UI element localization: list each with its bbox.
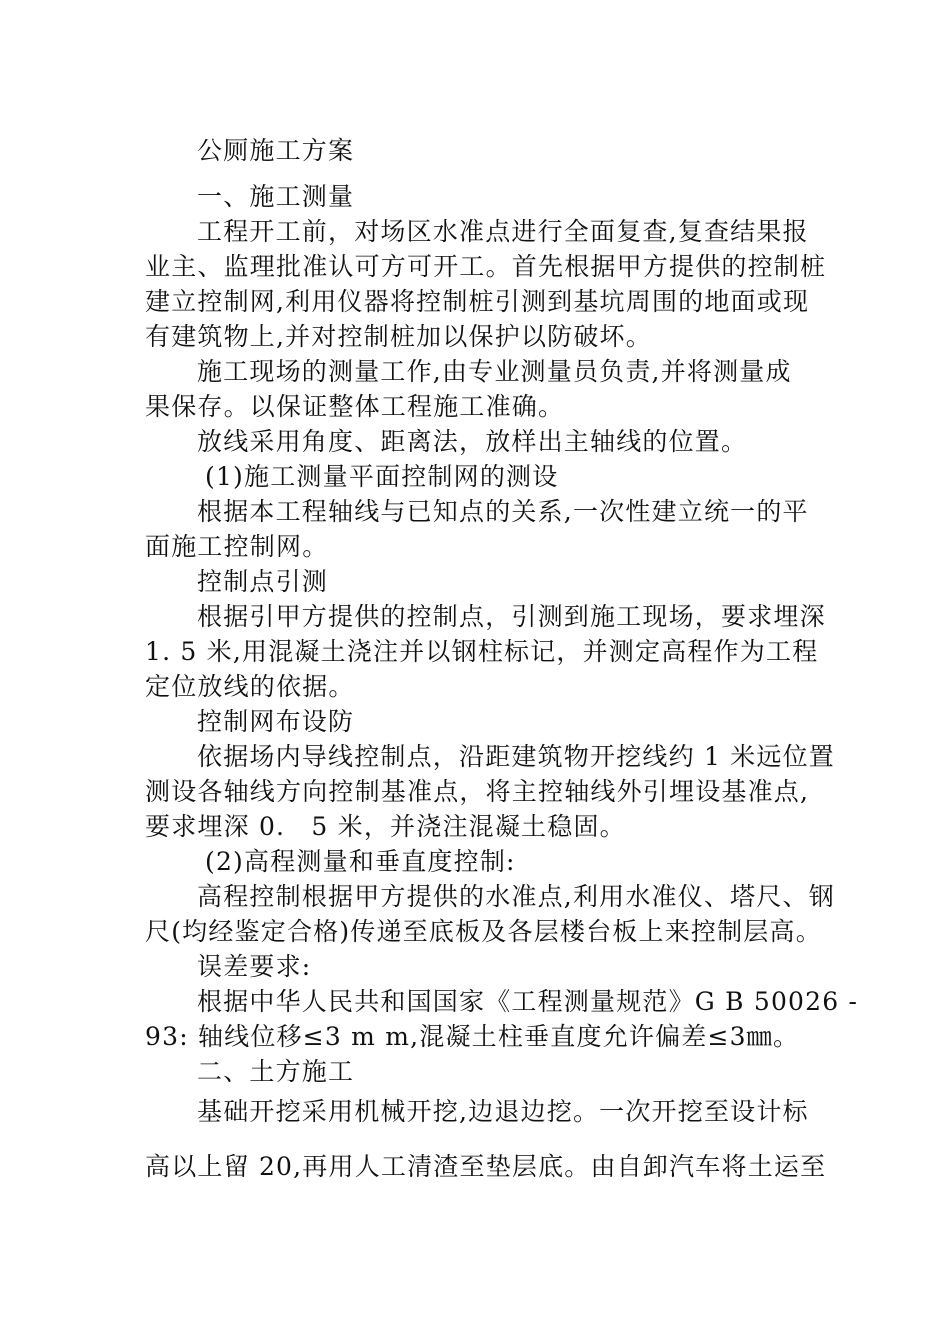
paragraph-line: 有建筑物上,并对控制桩加以保护以防破坏。	[145, 322, 652, 351]
paragraph-line: 要求埋深 0. 5 米，并浇注混凝土稳固。	[145, 812, 626, 841]
paragraph-line: 93: 轴线位移≤3 m m,混凝土柱垂直度允许偏差≤3㎜。	[145, 1022, 800, 1051]
paragraph-line: 高以上留 20,再用人工清渣至垫层底。由自卸汽车将土运至	[145, 1152, 827, 1181]
paragraph-line: 测设各轴线方向控制基准点，将主控轴线外引埋设基准点,	[145, 777, 810, 806]
paragraph-line: 基础开挖采用机械开挖,边退边挖。一次开挖至设计标	[197, 1097, 809, 1126]
document-title: 公厕施工方案	[197, 136, 355, 165]
subsection-heading: 误差要求:	[197, 952, 312, 981]
paragraph-line: 施工现场的测量工作,由专业测量员负责,并将测量成	[197, 357, 792, 386]
paragraph-line: 1. 5 米,用混凝土浇注并以钢柱标记，并测定高程作为工程	[145, 637, 819, 666]
paragraph-line: 定位放线的依据。	[145, 672, 355, 701]
paragraph-line: 根据引甲方提供的控制点，引测到施工现场，要求埋深	[197, 602, 826, 631]
paragraph-line: 业主、监理批准认可方可开工。首先根据甲方提供的控制桩	[145, 252, 827, 281]
paragraph-line: 面施工控制网。	[145, 532, 329, 561]
paragraph-line: 依据场内导线控制点，沿距建筑物开挖线约 1 米远位置	[197, 742, 836, 771]
paragraph-line: 建立控制网,利用仪器将控制桩引测到基坑周围的地面或现	[145, 287, 810, 316]
paragraph-line: 果保存。以保证整体工程施工准确。	[145, 392, 565, 421]
paragraph-line: 根据本工程轴线与已知点的关系,一次性建立统一的平	[197, 497, 809, 526]
paragraph-line: 尺(均经鉴定合格)传递至底板及各层楼台板上来控制层高。	[145, 917, 822, 946]
section-heading: 二、土方施工	[197, 1057, 355, 1086]
paragraph-line: 放线采用角度、距离法，放样出主轴线的位置。	[197, 427, 748, 456]
subsection-heading: (2)高程测量和垂直度控制:	[205, 847, 516, 876]
paragraph-line: 高程控制根据甲方提供的水准点,利用水准仪、塔尺、钢	[197, 882, 835, 911]
subsection-heading: 控制网布设防	[197, 707, 355, 736]
section-heading: 一、施工测量	[197, 182, 355, 211]
paragraph-line: 工程开工前，对场区水准点进行全面复查,复查结果报	[197, 217, 809, 246]
paragraph-line: 根据中华人民共和国国家《工程测量规范》G B 50026 -	[197, 987, 859, 1016]
subsection-heading: (1)施工测量平面控制网的测设	[205, 462, 559, 491]
subsection-heading: 控制点引测	[197, 567, 329, 596]
